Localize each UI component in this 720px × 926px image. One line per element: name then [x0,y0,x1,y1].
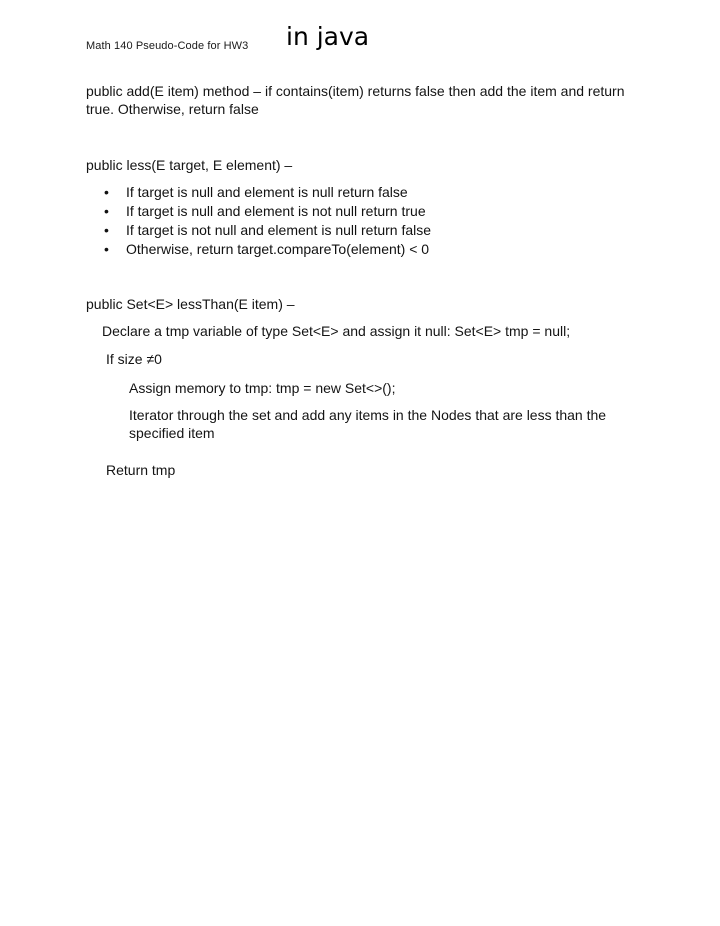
list-item [104,183,431,202]
add-method-description: public add(E item) method – if contains(item) returns false then add the item and return true. Otherwise, return false [86,83,625,117]
handwritten-note: in java [286,22,370,51]
list-item [104,221,431,240]
list-item [104,240,431,259]
less-method-bullet-list [104,183,431,259]
return-step: Return tmp [106,462,176,478]
bullet-text: If target is null and element is not null return true [126,203,426,219]
bullet-text: If target is null and element is null return false [126,184,408,200]
bullet-icon: • [104,203,109,219]
if-size-step: If size ≠0 [106,351,162,367]
bullet-text: Otherwise, return target.compareTo(element) < 0 [126,241,430,257]
course-header: Math 140 Pseudo-Code for HW3 [86,40,249,52]
list-item [104,202,431,221]
bullet-icon: • [104,222,109,238]
bullet-icon: • [104,184,109,200]
declare-step: Declare a tmp variable of type Set<E> and assign it null: Set<E> tmp = null; [102,323,571,339]
assign-step: Assign memory to tmp: tmp = new Set<>(); [129,380,396,396]
iterate-step: Iterator through the set and add any items in the Nodes that are less than the specified item [129,407,607,441]
less-method-heading: public less(E target, E element) – [86,157,293,173]
bullet-text: If target is not null and element is null return false [126,222,432,238]
bullet-icon: • [104,241,109,257]
lessthan-method-heading: public Set<E> lessThan(E item) – [86,296,295,312]
